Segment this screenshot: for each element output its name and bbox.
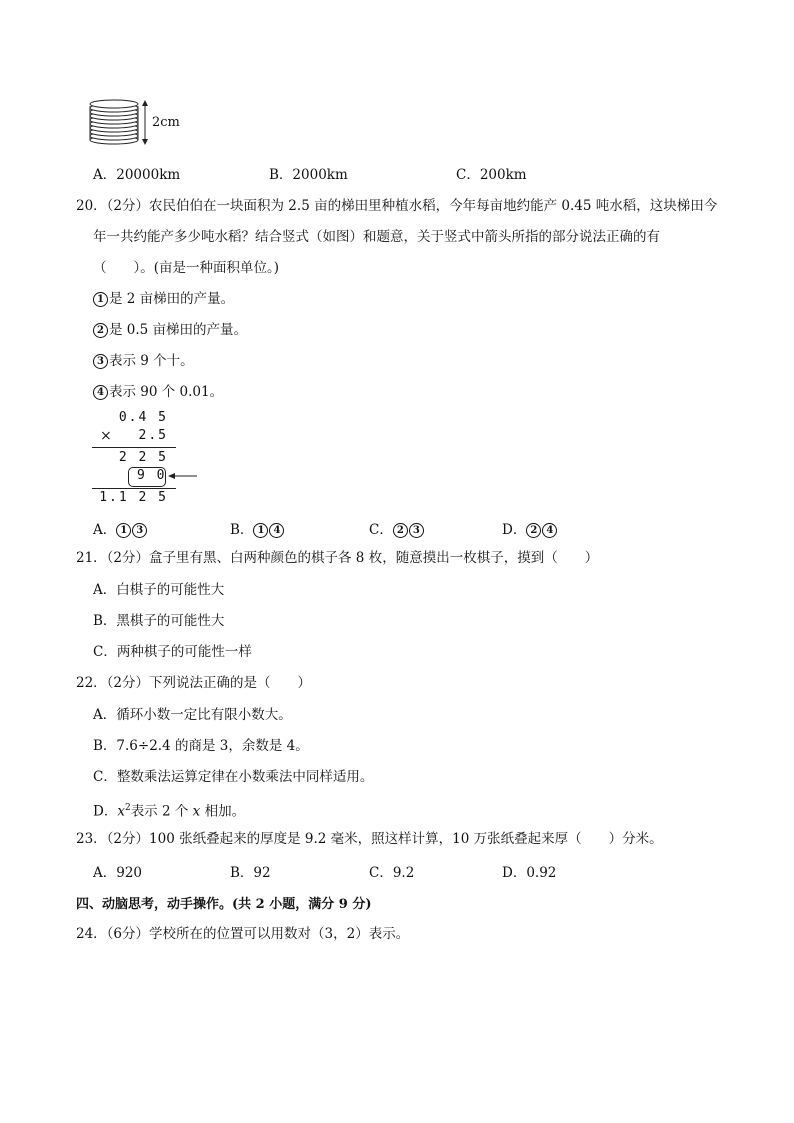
q23-option-b[interactable]: B．92 — [230, 865, 271, 881]
arrow-left-icon — [168, 471, 198, 481]
circled-number-icon: 2 — [393, 523, 408, 538]
q23-option-c[interactable]: C．9.2 — [369, 865, 415, 881]
q23-option-a[interactable]: A．920 — [93, 865, 143, 881]
circled-number-icon: 3 — [409, 523, 424, 538]
calc-multiplicand: 0.4 5 — [118, 410, 168, 425]
q20-option-c[interactable]: C． 2 3 — [369, 518, 425, 538]
circled-number-icon: 2 — [526, 523, 541, 538]
q19-option-b[interactable]: B．2000km — [269, 167, 348, 183]
section-4-title: 四、动脑思考，动手操作。(共 2 小题，满分 9 分) — [76, 897, 372, 912]
calc-multiplier: 2.5 — [138, 428, 168, 443]
times-sign: × — [100, 428, 112, 444]
q20-statement-1: 1 是 2 亩梯田的产量。 — [93, 289, 234, 309]
q24-stem: 24．（6分）学校所在的位置可以用数对（3，2）表示。 — [76, 926, 410, 942]
calc-product: 1.1 2 5 — [99, 490, 168, 505]
q20-option-b[interactable]: B． 1 4 — [230, 518, 285, 538]
q21-option-b[interactable]: B．黑棋子的可能性大 — [93, 613, 225, 629]
q19-option-c[interactable]: C．200km — [456, 167, 527, 183]
q20-stem-line1: 20．（2分）农民伯伯在一块面积为 2.5 亩的梯田里种植水稻，今年每亩地约能产 0.45 吨水稻，这块梯田今 — [76, 198, 718, 214]
q20-statement-3: 3 表示 9 个十。 — [93, 351, 194, 371]
q21-stem: 21．（2分）盒子里有黑、白两种颜色的棋子各 8 枚，随意摸出一枚棋子，摸到（ ） — [76, 550, 599, 566]
q21-option-c[interactable]: C．两种棋子的可能性一样 — [93, 644, 252, 660]
q22-option-c[interactable]: C．整数乘法运算定律在小数乘法中同样适用。 — [93, 769, 374, 785]
q21-option-a[interactable]: A．白棋子的可能性大 — [93, 582, 225, 598]
calc-rule-1 — [92, 447, 176, 448]
circled-number-icon: 1 — [116, 523, 131, 538]
q22-option-a[interactable]: A．循环小数一定比有限小数大。 — [93, 707, 292, 723]
calc-rule-2 — [92, 488, 176, 489]
calc-partial-1: 2 2 5 — [118, 450, 168, 465]
q19-option-a[interactable]: A．20000km — [93, 167, 181, 183]
circled-number-icon: 1 — [253, 523, 268, 538]
circled-number-icon: 3 — [132, 523, 147, 538]
q20-statement-2: 2 是 0.5 亩梯田的产量。 — [93, 320, 247, 340]
q23-stem: 23．（2分）100 张纸叠起来的厚度是 9.2 毫米，照这样计算，10 万张纸叠起来厚（ ）分米。 — [76, 831, 663, 847]
circled-number-icon: 1 — [93, 292, 108, 307]
circled-number-icon: 2 — [93, 323, 108, 338]
vertical-multiplication — [92, 410, 202, 506]
circled-number-icon: 4 — [93, 385, 108, 400]
q20-stem-line2: 年一共约能产多少吨水稻？结合竖式（如图）和题意，关于竖式中箭头所指的部分说法正确的有 — [93, 229, 660, 245]
circled-number-icon: 4 — [269, 523, 284, 538]
q23-option-d[interactable]: D．0.92 — [502, 865, 557, 881]
circled-number-icon: 4 — [542, 523, 557, 538]
q20-option-d[interactable]: D． 2 4 — [502, 518, 558, 538]
q20-statement-4: 4 表示 90 个 0.01。 — [93, 382, 223, 402]
q20-option-a[interactable]: A． 1 3 — [93, 518, 148, 538]
q22-option-d[interactable]: D．$x^2$表示 2 个 x 相加。 — [93, 803, 246, 820]
q20-stem-line3: （ ）。(亩是一种面积单位。) — [93, 260, 280, 276]
calc-partial-2: 9 0 — [137, 468, 167, 483]
height-label: 2cm — [152, 115, 180, 130]
circled-number-icon: 3 — [93, 354, 108, 369]
q22-stem: 22．（2分）下列说法正确的是（ ） — [76, 675, 312, 691]
q22-option-b[interactable]: B．7.6÷2.4 的商是 3，余数是 4。 — [93, 738, 309, 754]
